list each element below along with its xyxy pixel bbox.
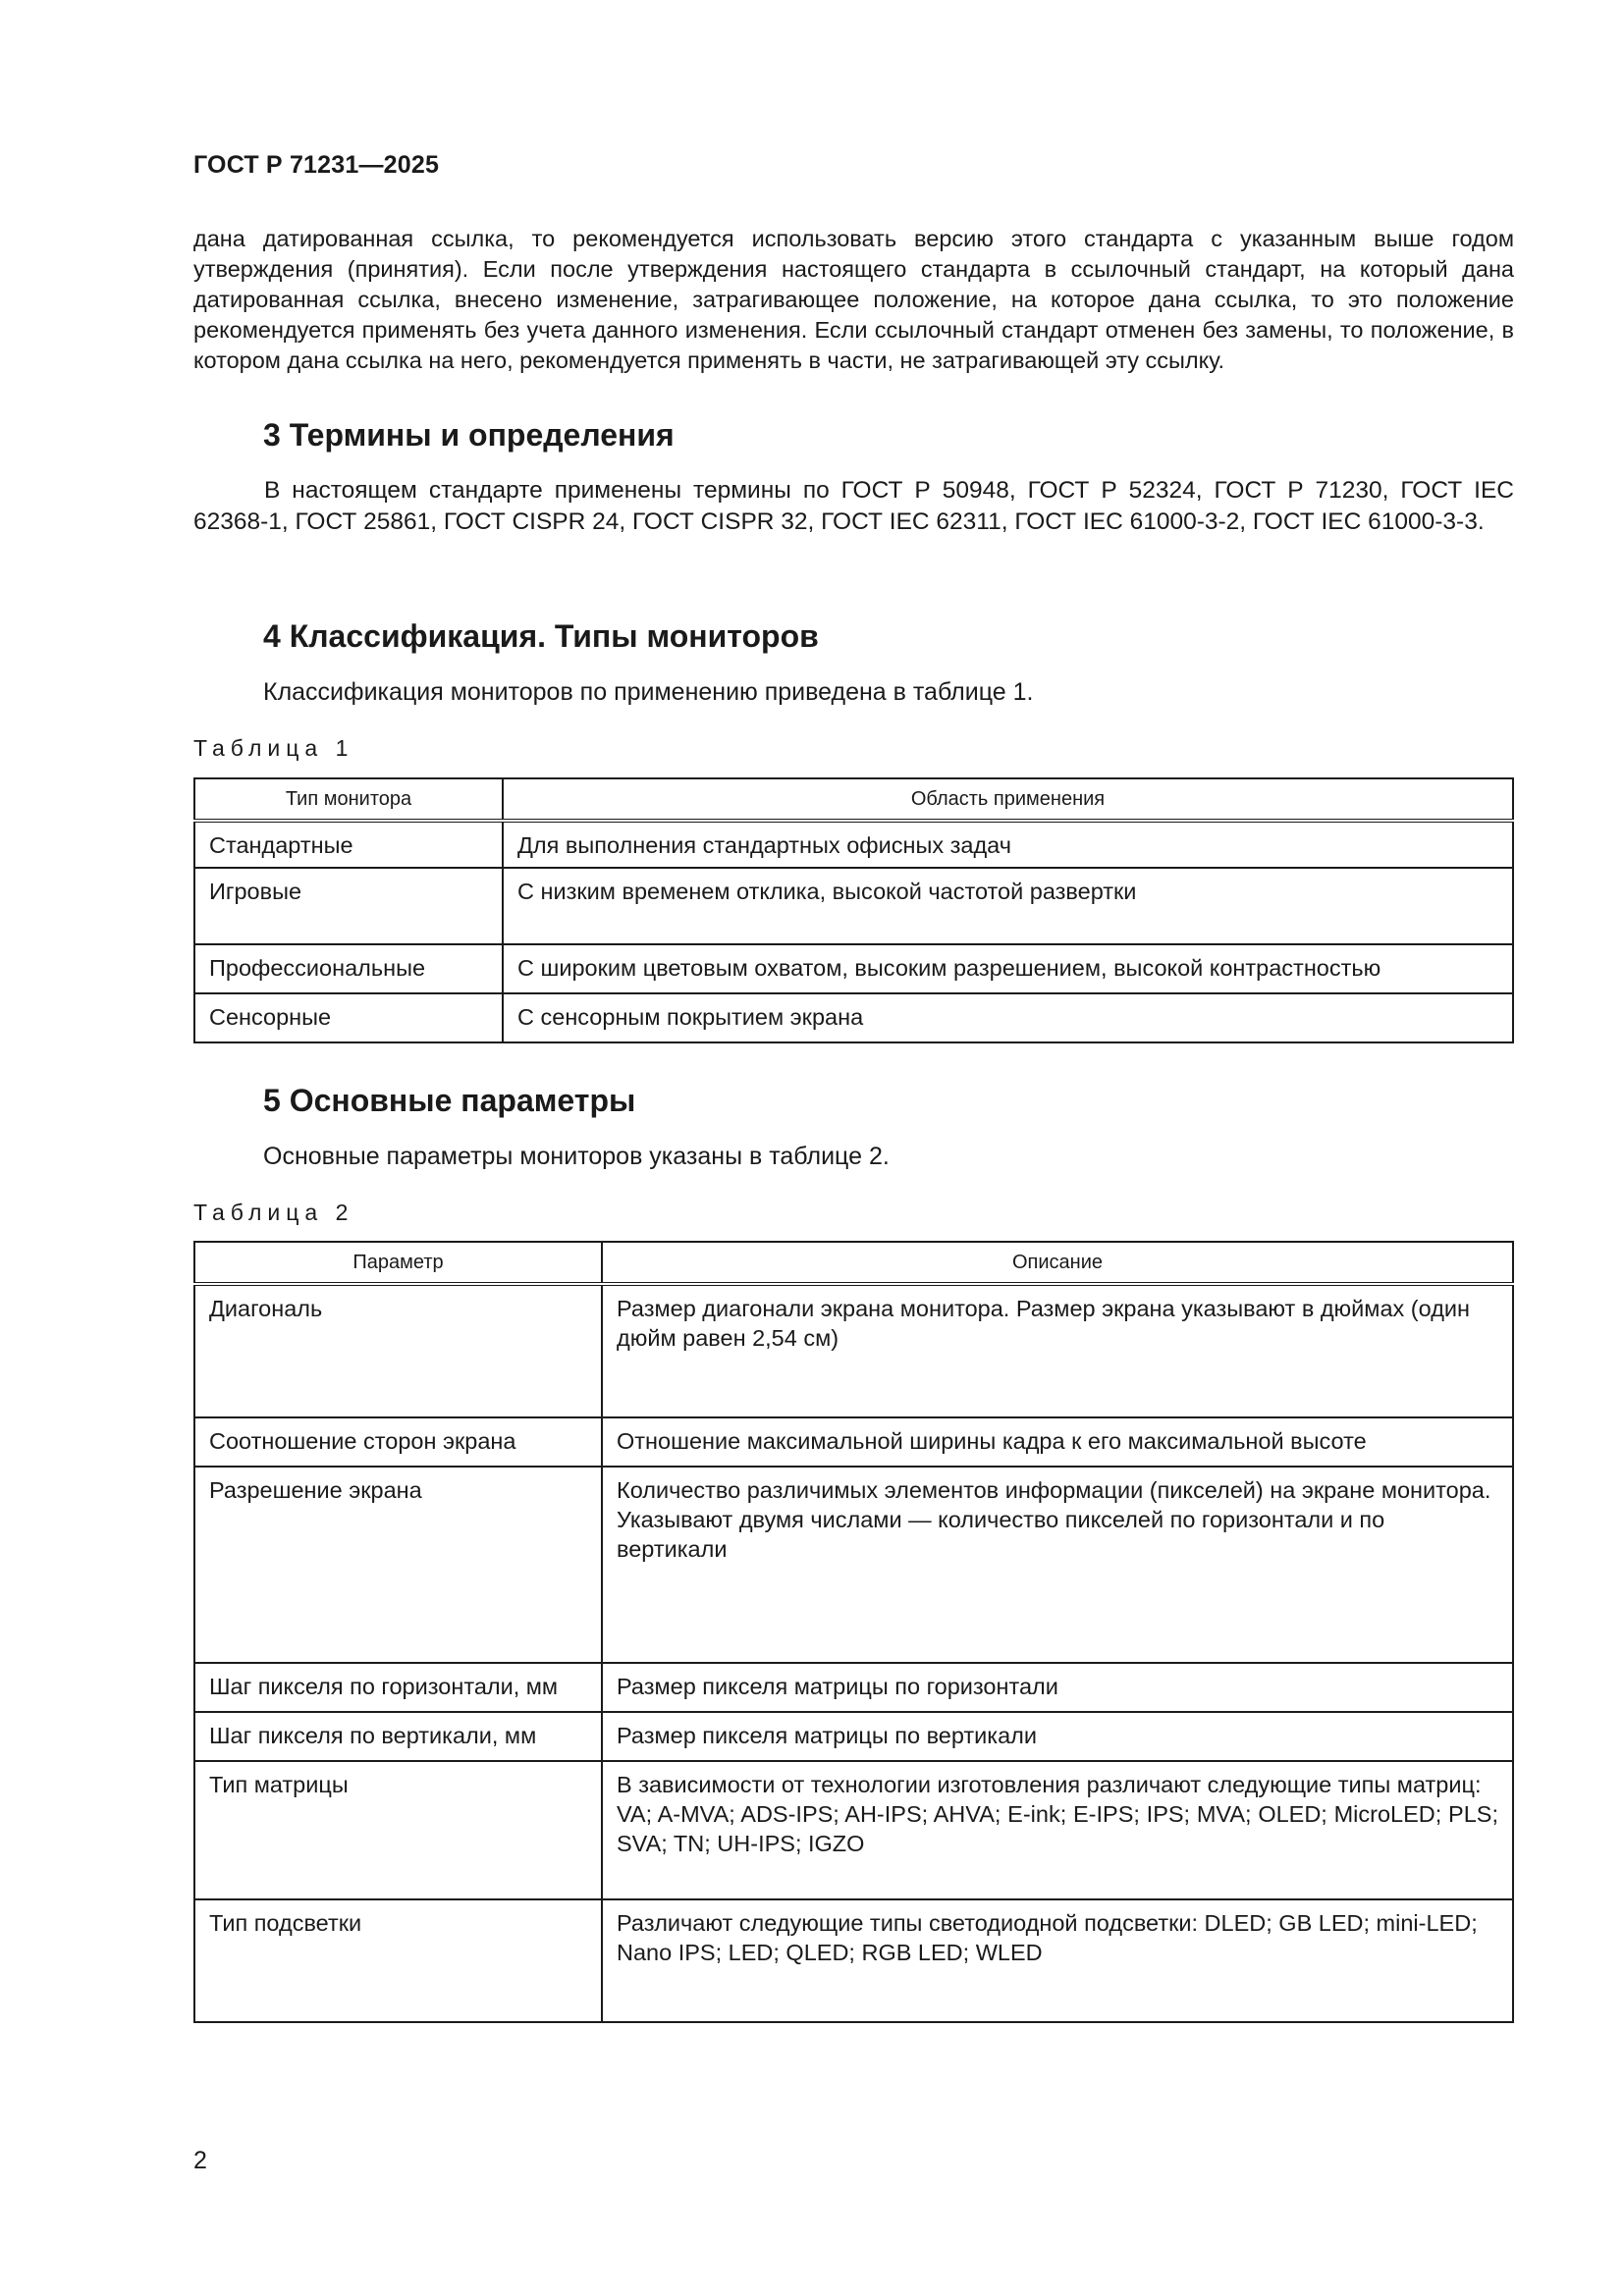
table-cell: Диагональ — [194, 1284, 602, 1417]
document-header: ГОСТ Р 71231—2025 — [193, 151, 440, 179]
table-cell: Размер диагонали экрана монитора. Размер экрана указывают в дюймах (один дюйм равен 2,54 см) — [602, 1284, 1513, 1417]
table-cell: Размер пикселя матрицы по горизонтали — [602, 1663, 1513, 1712]
table-header-cell: Параметр — [194, 1242, 602, 1284]
table-row — [194, 1663, 1513, 1712]
table-cell: Игровые — [194, 868, 503, 944]
table-cell: Количество различимых элементов информации (пикселей) на экране монитора. Указывают двумя числами — количество пикселей по горизонтали и по вертикали — [602, 1467, 1513, 1663]
table-cell: Тип матрицы — [194, 1761, 602, 1899]
table-row — [194, 868, 1513, 944]
section-3-heading: 3 Термины и определения — [263, 417, 675, 453]
table-row — [194, 1712, 1513, 1761]
table-row — [194, 1761, 1513, 1899]
table-row — [194, 821, 1513, 868]
table-header-cell: Область применения — [503, 778, 1513, 821]
table-header-cell: Описание — [602, 1242, 1513, 1284]
table-cell: Сенсорные — [194, 993, 503, 1042]
table-row — [194, 1467, 1513, 1663]
table-row — [194, 1284, 1513, 1417]
table-row — [194, 944, 1513, 993]
section-5-heading: 5 Основные параметры — [263, 1083, 636, 1118]
table-2 — [193, 1241, 1514, 2023]
table-cell: Шаг пикселя по горизонтали, мм — [194, 1663, 602, 1712]
page-number: 2 — [193, 2147, 207, 2174]
section-4-heading: 4 Классификация. Типы мониторов — [263, 618, 819, 654]
table-cell: Размер пикселя матрицы по вертикали — [602, 1712, 1513, 1761]
table-row — [194, 1899, 1513, 2022]
table-cell: Шаг пикселя по вертикали, мм — [194, 1712, 602, 1761]
table-cell: Стандартные — [194, 821, 503, 868]
table-header-row — [194, 1242, 1513, 1284]
table-header-row — [194, 778, 1513, 821]
table-cell: С низким временем отклика, высокой частотой развертки — [503, 868, 1513, 944]
table-cell: Тип подсветки — [194, 1899, 602, 2022]
table-cell: С широким цветовым охватом, высоким разрешением, высокой контрастностью — [503, 944, 1513, 993]
table-2-caption: Таблица 2 — [193, 1200, 354, 1225]
table-cell: Для выполнения стандартных офисных задач — [503, 821, 1513, 868]
intro-paragraph: дана датированная ссылка, то рекомендуется использовать версию этого стандарта с указанным выше годом утверждения (принятия). Если после утверждения настоящего стандарта в ссылочный стандарт, на который дана датированная ссылка, внесено изменение, затрагивающее положение, на которое дана ссылка, то это положение рекомендуется применять без учета данного изменения. Если ссылочный стандарт отменен без замены, то положение, в котором дана ссылка на него, рекомендуется применять в части, не затрагивающей эту ссылку. — [193, 226, 1514, 373]
table-1-caption: Таблица 1 — [193, 735, 354, 761]
matrix-types-intro: В зависимости от технологии изготовления различают следующие типы матриц: — [617, 1772, 1482, 1797]
table-1 — [193, 777, 1514, 1043]
table-cell — [602, 1761, 1513, 1899]
table-header-cell: Тип монитора — [194, 778, 503, 821]
matrix-types-list: VA; A-MVA; ADS-IPS; AH-IPS; AHVA; E-ink; E-IPS; IPS; MVA; OLED; MicroLED; PLS; SVA; TN; UH-IPS; IGZO — [617, 1801, 1498, 1856]
table-cell: Разрешение экрана — [194, 1467, 602, 1663]
table-cell: Отношение максимальной ширины кадра к его максимальной высоте — [602, 1417, 1513, 1467]
section-3-text: В настоящем стандарте применены термины по ГОСТ Р 50948, ГОСТ Р 52324, ГОСТ Р 71230, ГОСТ IEC 62368-1, ГОСТ 25861, ГОСТ CISPR 24, ГОСТ CISPR 32, ГОСТ IEC 62311, ГОСТ IEC 61000-3-2, ГОСТ IEC 61000-3-3. — [193, 477, 1514, 535]
table-cell: С сенсорным покрытием экрана — [503, 993, 1513, 1042]
table-cell: Соотношение сторон экрана — [194, 1417, 602, 1467]
section-5-text: Основные параметры мониторов указаны в таблице 2. — [263, 1143, 890, 1170]
table-row — [194, 1417, 1513, 1467]
section-4-text: Классификация мониторов по применению приведена в таблице 1. — [263, 678, 1034, 706]
table-cell: Различают следующие типы светодиодной подсветки: DLED; GB LED; mini-LED; Nano IPS; LED; QLED; RGB LED; WLED — [602, 1899, 1513, 2022]
table-cell: Профессиональные — [194, 944, 503, 993]
table-row — [194, 993, 1513, 1042]
